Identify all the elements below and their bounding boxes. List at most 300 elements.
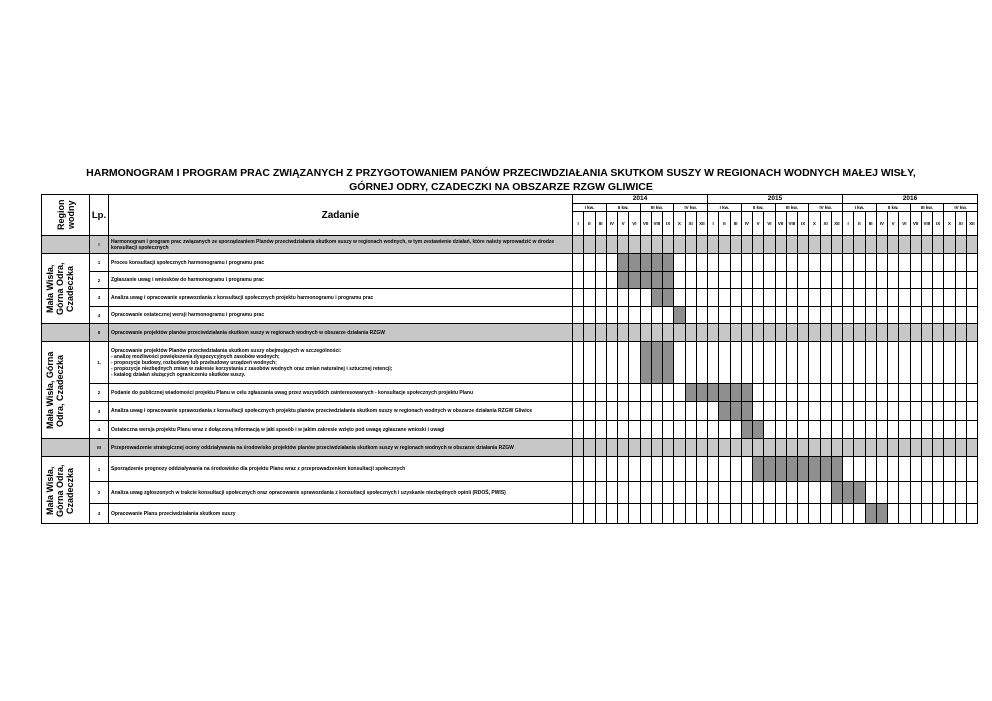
- month-header: XI: [685, 212, 696, 236]
- timeline-cell: [933, 236, 944, 254]
- timeline-cell: [584, 384, 595, 402]
- timeline-cell: [663, 384, 674, 402]
- timeline-cell: [685, 342, 696, 384]
- timeline-cell: [854, 307, 865, 324]
- timeline-bar-cell: [685, 384, 696, 402]
- timeline-cell: [584, 324, 595, 342]
- timeline-cell: [741, 504, 752, 524]
- timeline-cell: [944, 342, 955, 384]
- timeline-cell: [663, 482, 674, 504]
- timeline-cell: [888, 254, 899, 272]
- timeline-bar-cell: [798, 457, 809, 482]
- timeline-cell: [595, 289, 606, 307]
- timeline-cell: [573, 457, 584, 482]
- timeline-cell: [843, 504, 854, 524]
- timeline-cell: [876, 439, 887, 457]
- timeline-cell: [888, 236, 899, 254]
- timeline-cell: [843, 254, 854, 272]
- timeline-cell: [820, 384, 831, 402]
- timeline-cell: [674, 457, 685, 482]
- timeline-cell: [786, 236, 797, 254]
- timeline-cell: [786, 384, 797, 402]
- timeline-cell: [966, 504, 977, 524]
- timeline-cell: [865, 402, 876, 421]
- timeline-cell: [730, 236, 741, 254]
- section-region-cell: [42, 439, 90, 457]
- month-header: IX: [933, 212, 944, 236]
- timeline-cell: [910, 439, 921, 457]
- timeline-cell: [798, 504, 809, 524]
- timeline-cell: [764, 272, 775, 289]
- timeline-cell: [944, 504, 955, 524]
- timeline-cell: [933, 324, 944, 342]
- timeline-cell: [584, 254, 595, 272]
- timeline-cell: [753, 307, 764, 324]
- timeline-cell: [573, 504, 584, 524]
- task-description: Analiza uwag zgłoszonych w trakcie konsultacji społecznych oraz opracowanie sprawozdania z konsultacji społecznych i uzyskanie niezbędnych opinii (RDOŚ, PWIS): [109, 482, 573, 504]
- month-header: VII: [640, 212, 651, 236]
- timeline-cell: [764, 324, 775, 342]
- timeline-cell: [775, 307, 786, 324]
- timeline-cell: [798, 384, 809, 402]
- timeline-cell: [809, 504, 820, 524]
- quarter-header: IV kw.: [944, 204, 978, 212]
- timeline-cell: [899, 421, 910, 439]
- timeline-cell: [933, 384, 944, 402]
- timeline-bar-cell: [741, 421, 752, 439]
- timeline-cell: [955, 254, 966, 272]
- timeline-cell: [618, 504, 629, 524]
- timeline-cell: [696, 402, 707, 421]
- timeline-cell: [719, 457, 730, 482]
- month-header: IV: [606, 212, 617, 236]
- timeline-cell: [944, 439, 955, 457]
- timeline-cell: [899, 342, 910, 384]
- timeline-cell: [921, 402, 932, 421]
- timeline-cell: [910, 289, 921, 307]
- timeline-cell: [854, 384, 865, 402]
- timeline-cell: [573, 384, 584, 402]
- section-number: I: [90, 236, 109, 254]
- timeline-cell: [719, 504, 730, 524]
- quarter-header: II kw.: [876, 204, 910, 212]
- timeline-cell: [888, 324, 899, 342]
- timeline-bar-cell: [663, 342, 674, 384]
- timeline-cell: [595, 384, 606, 402]
- timeline-cell: [663, 504, 674, 524]
- timeline-bar-cell: [786, 457, 797, 482]
- timeline-cell: [876, 384, 887, 402]
- timeline-cell: [831, 421, 842, 439]
- timeline-bar-cell: [708, 384, 719, 402]
- task-description: Analiza uwag i opracowanie sprawozdania z konsultacji społecznych projektu planów przeciwdziałania skutkom suszy w regionach wodnych w obszarze działania RZGW Gliwice: [109, 402, 573, 421]
- timeline-cell: [944, 482, 955, 504]
- timeline-bar-cell: [629, 272, 640, 289]
- timeline-cell: [584, 289, 595, 307]
- timeline-cell: [663, 457, 674, 482]
- timeline-cell: [865, 384, 876, 402]
- timeline-cell: [696, 307, 707, 324]
- month-header: I: [573, 212, 584, 236]
- section-number: III: [90, 439, 109, 457]
- year-header: 2014: [573, 195, 708, 204]
- timeline-cell: [798, 307, 809, 324]
- month-header: X: [674, 212, 685, 236]
- month-header: VII: [910, 212, 921, 236]
- task-number: 3: [90, 402, 109, 421]
- timeline-cell: [876, 236, 887, 254]
- timeline-cell: [876, 421, 887, 439]
- timeline-cell: [741, 342, 752, 384]
- timeline-cell: [876, 402, 887, 421]
- timeline-cell: [618, 402, 629, 421]
- timeline-cell: [573, 272, 584, 289]
- timeline-cell: [764, 421, 775, 439]
- section-region-cell: [42, 236, 90, 254]
- timeline-cell: [966, 324, 977, 342]
- timeline-cell: [944, 272, 955, 289]
- section-title: Harmonogram i program prac związanych ze sporządzaniem Planów przeciwdziałania skutkom suszy w regionach wodnych, w tym zestawienie działań, które należy wprowadzić w drodze konsultacji społecznych: [109, 236, 573, 254]
- timeline-cell: [719, 324, 730, 342]
- timeline-cell: [843, 439, 854, 457]
- timeline-cell: [708, 324, 719, 342]
- timeline-cell: [910, 236, 921, 254]
- timeline-cell: [741, 482, 752, 504]
- timeline-cell: [595, 342, 606, 384]
- month-header: V: [618, 212, 629, 236]
- timeline-cell: [921, 236, 932, 254]
- timeline-cell: [640, 289, 651, 307]
- timeline-cell: [584, 236, 595, 254]
- timeline-cell: [708, 421, 719, 439]
- month-header: XI: [820, 212, 831, 236]
- timeline-bar-cell: [629, 254, 640, 272]
- month-header: XII: [831, 212, 842, 236]
- timeline-cell: [595, 457, 606, 482]
- timeline-cell: [663, 402, 674, 421]
- timeline-cell: [651, 504, 662, 524]
- timeline-cell: [831, 342, 842, 384]
- timeline-cell: [629, 324, 640, 342]
- timeline-cell: [899, 272, 910, 289]
- timeline-bar-cell: [640, 254, 651, 272]
- timeline-cell: [966, 439, 977, 457]
- timeline-cell: [933, 402, 944, 421]
- timeline-cell: [798, 236, 809, 254]
- month-header: II: [719, 212, 730, 236]
- timeline-cell: [753, 272, 764, 289]
- timeline-cell: [786, 402, 797, 421]
- task-description: Proces konsultacji społecznych harmonogramu i programu prac: [109, 254, 573, 272]
- timeline-cell: [674, 236, 685, 254]
- task-description: Opracowanie Planu przeciwdziałania skutkom suszy: [109, 504, 573, 524]
- task-number: 1: [90, 254, 109, 272]
- timeline-cell: [573, 482, 584, 504]
- timeline-cell: [933, 254, 944, 272]
- timeline-cell: [674, 342, 685, 384]
- timeline-cell: [786, 272, 797, 289]
- timeline-cell: [888, 307, 899, 324]
- timeline-cell: [584, 272, 595, 289]
- timeline-cell: [933, 342, 944, 384]
- timeline-cell: [854, 421, 865, 439]
- timeline-cell: [899, 384, 910, 402]
- timeline-cell: [764, 402, 775, 421]
- lp-header: Lp.: [90, 195, 109, 236]
- timeline-cell: [910, 254, 921, 272]
- timeline-cell: [888, 504, 899, 524]
- timeline-cell: [921, 342, 932, 384]
- timeline-cell: [921, 254, 932, 272]
- task-description: Zgłaszanie uwag i wniosków do harmonogramu i programu prac: [109, 272, 573, 289]
- quarter-header: I kw.: [573, 204, 607, 212]
- timeline-bar-cell: [876, 504, 887, 524]
- timeline-cell: [865, 439, 876, 457]
- timeline-cell: [606, 272, 617, 289]
- timeline-cell: [831, 384, 842, 402]
- timeline-cell: [651, 482, 662, 504]
- timeline-cell: [685, 324, 696, 342]
- timeline-cell: [820, 482, 831, 504]
- timeline-cell: [696, 482, 707, 504]
- timeline-cell: [685, 307, 696, 324]
- task-number: 4: [90, 307, 109, 324]
- timeline-cell: [651, 402, 662, 421]
- timeline-bar-cell: [663, 272, 674, 289]
- timeline-cell: [843, 307, 854, 324]
- timeline-cell: [640, 457, 651, 482]
- timeline-cell: [820, 307, 831, 324]
- timeline-cell: [719, 236, 730, 254]
- timeline-cell: [854, 457, 865, 482]
- timeline-cell: [955, 482, 966, 504]
- timeline-cell: [786, 324, 797, 342]
- timeline-cell: [629, 439, 640, 457]
- timeline-cell: [843, 421, 854, 439]
- task-number: 2: [90, 482, 109, 504]
- timeline-cell: [786, 504, 797, 524]
- timeline-cell: [696, 342, 707, 384]
- month-header: II: [854, 212, 865, 236]
- timeline-cell: [809, 439, 820, 457]
- timeline-cell: [606, 324, 617, 342]
- timeline-cell: [921, 421, 932, 439]
- timeline-cell: [618, 307, 629, 324]
- timeline-cell: [573, 307, 584, 324]
- month-header: IX: [663, 212, 674, 236]
- timeline-cell: [966, 482, 977, 504]
- timeline-cell: [640, 236, 651, 254]
- region-label: Mała Wisła, Górna Odra, Czadeczka: [44, 463, 75, 517]
- timeline-cell: [753, 439, 764, 457]
- timeline-cell: [640, 504, 651, 524]
- timeline-cell: [798, 342, 809, 384]
- timeline-cell: [888, 457, 899, 482]
- year-header: 2015: [708, 195, 843, 204]
- timeline-cell: [775, 384, 786, 402]
- month-header: XII: [966, 212, 977, 236]
- timeline-cell: [809, 272, 820, 289]
- timeline-cell: [595, 439, 606, 457]
- timeline-bar-cell: [696, 384, 707, 402]
- timeline-cell: [955, 384, 966, 402]
- timeline-cell: [708, 439, 719, 457]
- timeline-cell: [573, 402, 584, 421]
- timeline-cell: [719, 439, 730, 457]
- timeline-cell: [910, 421, 921, 439]
- timeline-cell: [876, 324, 887, 342]
- timeline-cell: [618, 342, 629, 384]
- task-number: 1.: [90, 342, 109, 384]
- timeline-bar-cell: [820, 457, 831, 482]
- timeline-cell: [966, 289, 977, 307]
- timeline-cell: [955, 504, 966, 524]
- timeline-cell: [888, 342, 899, 384]
- timeline-cell: [831, 236, 842, 254]
- timeline-cell: [809, 307, 820, 324]
- timeline-cell: [966, 457, 977, 482]
- timeline-cell: [730, 504, 741, 524]
- month-header: V: [753, 212, 764, 236]
- timeline-cell: [944, 307, 955, 324]
- timeline-cell: [820, 236, 831, 254]
- timeline-cell: [708, 254, 719, 272]
- timeline-cell: [888, 384, 899, 402]
- timeline-cell: [741, 324, 752, 342]
- timeline-cell: [854, 439, 865, 457]
- timeline-cell: [764, 307, 775, 324]
- timeline-cell: [809, 421, 820, 439]
- timeline-cell: [921, 384, 932, 402]
- timeline-cell: [595, 272, 606, 289]
- timeline-cell: [629, 402, 640, 421]
- region-cell: [42, 254, 90, 324]
- timeline-cell: [719, 342, 730, 384]
- timeline-cell: [921, 439, 932, 457]
- quarter-header: I kw.: [708, 204, 742, 212]
- timeline-cell: [753, 342, 764, 384]
- timeline-cell: [618, 384, 629, 402]
- timeline-cell: [775, 289, 786, 307]
- timeline-cell: [606, 254, 617, 272]
- timeline-cell: [685, 236, 696, 254]
- timeline-cell: [674, 324, 685, 342]
- timeline-cell: [730, 272, 741, 289]
- timeline-cell: [595, 402, 606, 421]
- timeline-cell: [820, 402, 831, 421]
- timeline-cell: [685, 482, 696, 504]
- title-line-1: HARMONOGRAM I PROGRAM PRAC ZWIĄZANYCH Z PRZYGOTOWANIEM PANÓW PRZECIWDZIAŁANIA SKUTKOM SUSZY W REGIONACH WODNYCH MAŁEJ WISŁY,: [86, 167, 916, 179]
- timeline-cell: [910, 307, 921, 324]
- timeline-cell: [651, 439, 662, 457]
- quarter-header: IV kw.: [809, 204, 843, 212]
- timeline-cell: [696, 324, 707, 342]
- timeline-cell: [573, 439, 584, 457]
- timeline-cell: [775, 402, 786, 421]
- timeline-cell: [899, 236, 910, 254]
- timeline-cell: [955, 272, 966, 289]
- timeline-cell: [809, 236, 820, 254]
- timeline-cell: [753, 254, 764, 272]
- timeline-cell: [820, 289, 831, 307]
- timeline-cell: [888, 439, 899, 457]
- timeline-cell: [786, 307, 797, 324]
- timeline-cell: [899, 324, 910, 342]
- timeline-cell: [876, 254, 887, 272]
- timeline-cell: [933, 421, 944, 439]
- timeline-cell: [843, 289, 854, 307]
- timeline-cell: [730, 421, 741, 439]
- timeline-cell: [764, 236, 775, 254]
- timeline-cell: [584, 402, 595, 421]
- timeline-cell: [888, 289, 899, 307]
- timeline-cell: [708, 272, 719, 289]
- month-header: I: [708, 212, 719, 236]
- month-header: XI: [955, 212, 966, 236]
- timeline-cell: [651, 421, 662, 439]
- timeline-cell: [696, 254, 707, 272]
- timeline-bar-cell: [719, 402, 730, 421]
- timeline-cell: [854, 504, 865, 524]
- timeline-cell: [899, 289, 910, 307]
- timeline-cell: [921, 272, 932, 289]
- timeline-cell: [966, 254, 977, 272]
- year-header: 2016: [843, 195, 978, 204]
- timeline-cell: [708, 342, 719, 384]
- timeline-cell: [820, 324, 831, 342]
- month-header: IV: [876, 212, 887, 236]
- timeline-cell: [629, 504, 640, 524]
- task-header: Zadanie: [109, 195, 573, 236]
- timeline-cell: [921, 324, 932, 342]
- timeline-cell: [876, 482, 887, 504]
- timeline-cell: [730, 254, 741, 272]
- section-number: II: [90, 324, 109, 342]
- timeline-cell: [820, 439, 831, 457]
- timeline-cell: [764, 384, 775, 402]
- timeline-cell: [820, 342, 831, 384]
- timeline-cell: [865, 342, 876, 384]
- timeline-cell: [629, 421, 640, 439]
- timeline-cell: [820, 504, 831, 524]
- task-number: 4: [90, 421, 109, 439]
- timeline-cell: [843, 324, 854, 342]
- timeline-cell: [606, 289, 617, 307]
- timeline-cell: [933, 289, 944, 307]
- timeline-cell: [910, 384, 921, 402]
- timeline-cell: [888, 272, 899, 289]
- task-number: 3: [90, 289, 109, 307]
- timeline-cell: [775, 272, 786, 289]
- timeline-cell: [764, 439, 775, 457]
- timeline-cell: [944, 289, 955, 307]
- timeline-cell: [820, 421, 831, 439]
- month-header: VII: [775, 212, 786, 236]
- timeline-bar-cell: [651, 272, 662, 289]
- timeline-cell: [685, 272, 696, 289]
- timeline-cell: [786, 482, 797, 504]
- timeline-cell: [955, 236, 966, 254]
- timeline-bar-cell: [854, 482, 865, 504]
- timeline-cell: [730, 289, 741, 307]
- timeline-cell: [674, 289, 685, 307]
- timeline-cell: [685, 402, 696, 421]
- timeline-cell: [798, 482, 809, 504]
- timeline-bar-cell: [753, 421, 764, 439]
- timeline-cell: [843, 457, 854, 482]
- timeline-cell: [573, 324, 584, 342]
- timeline-cell: [955, 342, 966, 384]
